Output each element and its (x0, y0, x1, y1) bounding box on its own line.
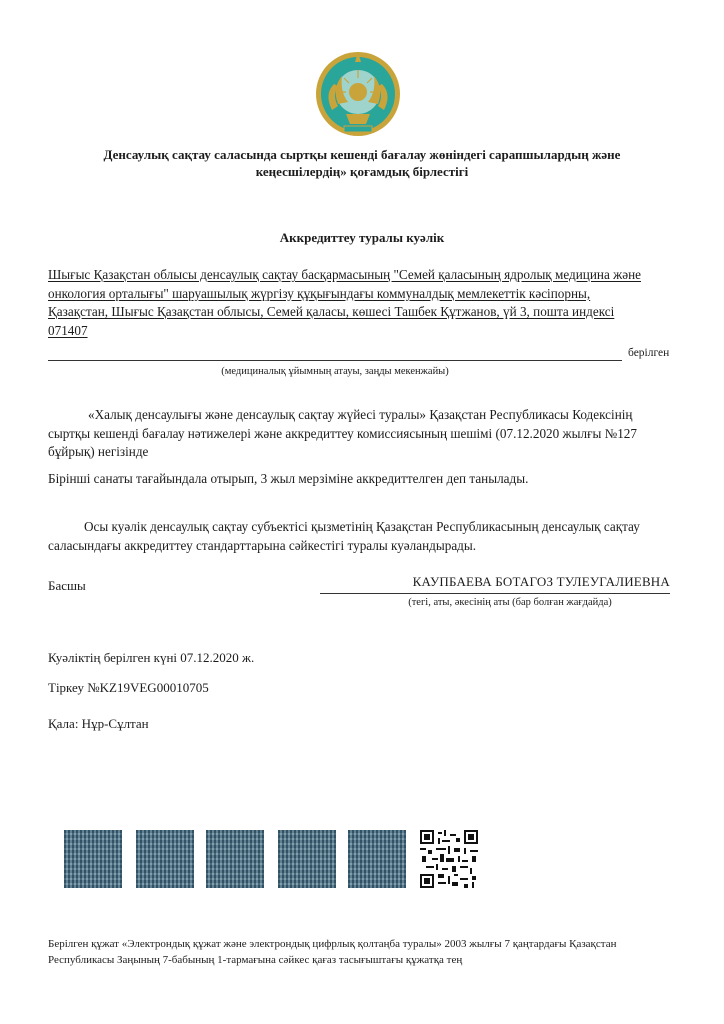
recipient-underline (48, 360, 622, 361)
recipient-line: 071407 (48, 322, 88, 338)
recipient-block (48, 266, 672, 340)
confirmation-line: саласындағы аккредиттеу стандарттарына сәйкестігі туралы куәландырады. (48, 537, 477, 553)
recipient-line: Қазақстан, Шығыс Қазақстан облысы, Семей қаласы, көшесі Ташбек Құтжанов, үй 3, пошта индексі (48, 304, 615, 319)
footer-line: Берілген құжат «Электрондық құжат және электрондық цифрлық қолтаңба туралы» 2003 жылғы 7 қаңтардағы Қазақстан (48, 938, 617, 950)
confirmation-paragraph (48, 518, 672, 555)
signer-name: КАУПБАЕВА БОТАГОЗ ТУЛЕУГАЛИЕВНА (412, 574, 670, 589)
basis-line: сыртқы кешенді бағалау нәтижелері және аккредиттеу комиссиясының шешімі (07.12.2020 жылғы №127 (48, 425, 637, 441)
footer-line: Республикасы Заңының 7-бабының 1-тармағына сәйкес қағаз тасығыштағы құжатқа тең (48, 954, 463, 966)
legal-footer (48, 936, 678, 968)
category-paragraph: Бірінші санаты тағайындала отырып, 3 жыл мерзіміне аккредиттелген деп танылады. (48, 471, 529, 486)
given-label: берілген (628, 347, 670, 359)
state-emblem-icon (314, 48, 402, 140)
qr-code-icon (420, 830, 478, 888)
organization-title (60, 146, 664, 180)
verification-codes (64, 830, 684, 890)
qr-code-segment (348, 830, 406, 888)
basis-paragraph (48, 406, 672, 462)
basis-line: «Халық денсаулығы және денсаулық сақтау жүйесі туралы» Қазақстан Республикасы Кодексінің (88, 407, 633, 422)
city: Қала: Нұр-Сұлтан (48, 716, 149, 731)
recipient-line: онкология орталығы" шаруашылық жүргізу құқығындағы коммуналдық мемлекеттік кәсіпорны, (48, 285, 591, 301)
signer-caption: (тегі, аты, әкесінің аты (бар болған жағдайда) (408, 597, 612, 608)
signer-underline (320, 593, 670, 594)
certificate-title: Аккредиттеу туралы куәлік (279, 230, 445, 245)
registration-number: Тіркеу №KZ19VEG00010705 (48, 680, 209, 695)
qr-code-segment (278, 830, 336, 888)
signer-label: Басшы (48, 578, 86, 593)
qr-code-segment (136, 830, 194, 888)
issue-date: Куәліктің берілген күні 07.12.2020 ж. (48, 650, 255, 665)
recipient-line: Шығыс Қазақстан облысы денсаулық сақтау басқармасының "Семей қаласының ядролық медицина және (48, 267, 641, 282)
confirmation-line: Осы куәлік денсаулық сақтау субъектісі қызметінің Қазақстан Республикасының денсаулық сақтау (84, 519, 640, 534)
organization-title-line: кеңесшілердің» қоғамдық бірлестігі (255, 164, 469, 179)
qr-code-segment (206, 830, 264, 888)
recipient-caption: (медициналық ұйымның атауы, заңды мекенжайы) (221, 366, 449, 377)
qr-code-segment (64, 830, 122, 888)
organization-title-line: Денсаулық сақтау саласында сыртқы кешенді бағалау жөніндегі сарапшылардың және (103, 147, 621, 162)
basis-line: бұйрық) негізінде (48, 444, 149, 459)
